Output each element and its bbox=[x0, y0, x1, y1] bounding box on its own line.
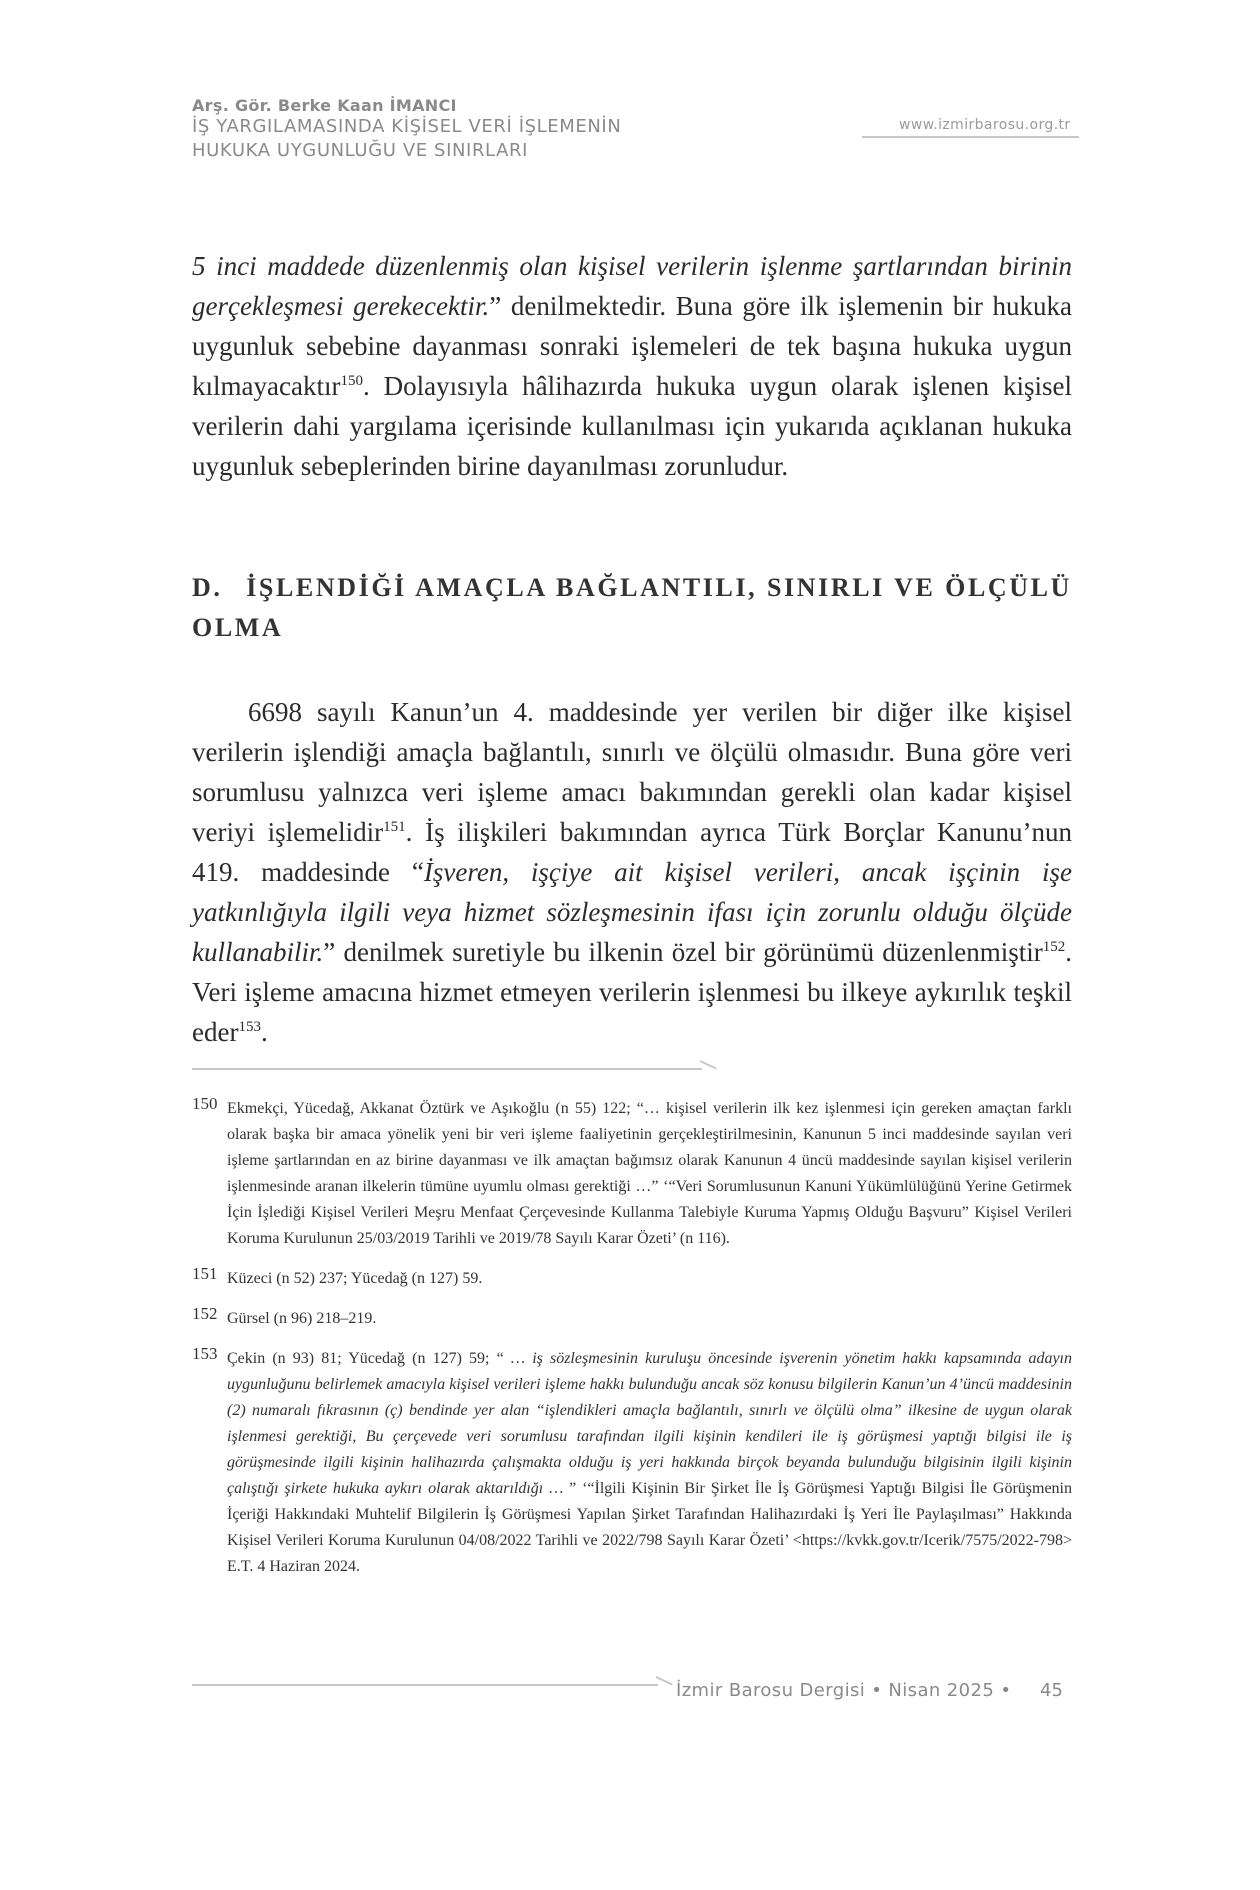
footnote-divider bbox=[192, 1068, 702, 1070]
author-name: Arş. Gör. Berke Kaan İMANCI bbox=[192, 96, 457, 115]
quote-italic: İşveren, işçiye ait kişisel verileri, ancak işçinin işe yatkınlığıyla ilgili veya hizmet sözleşmesinin ifası için zorunlu olduğu ölçüde kullanabilir. bbox=[192, 857, 1072, 967]
header-divider bbox=[862, 136, 1079, 138]
text-run: 6698 sayılı Kanun’un 4. maddesinde yer verilen bir diğer ilke kişisel verilerin işlendiği amaçla bağlantılı, sınırlı ve ölçülü olmasıdır. Buna göre veri sorumlusu yalnızca veri işleme amacı bakımından gerekli olan kadar kişisel veriyi işlemelidir bbox=[192, 697, 1072, 847]
website-url[interactable]: www.izmirbarosu.org.tr bbox=[899, 117, 1071, 133]
footnote-number: 150 bbox=[192, 1094, 218, 1113]
journal-name: İzmir Barosu Dergisi • Nisan 2025 • bbox=[676, 1680, 1012, 1701]
body-paragraph-2 bbox=[192, 692, 1072, 1052]
text-run: ” denilmek suretiyle bu ilkenin özel bir görünümü düzenlenmiştir bbox=[323, 937, 1043, 967]
footnote-ref-151[interactable]: 151 bbox=[383, 819, 406, 835]
footnote-ref-153[interactable]: 153 bbox=[238, 1019, 261, 1035]
body-paragraph-1 bbox=[192, 246, 1072, 486]
footnote-text: Ekmekçi, Yücedağ, Akkanat Öztürk ve Aşıkoğlu (n 55) 122; “… kişisel verilerin ilk kez işlenmesi için gereken amaçtan farklı olarak başka bir amaca yönelik yeni bir veri işleme faaliyetinin gerçekleştirilmesinin, Kanunun 5 inci maddesinde sayılan veri işleme şartlarından en az birine dayanması ve ilk amaçtan bağımsız olarak Kanunun 4 üncü maddesinde sayılan kişisel verilerin işlenmesinde aranan ilkelerin tümüne uyumlu olması gerektiği …” ‘“Veri Sorumlusunun Kanuni Yükümlülüğünü Yerine Getirmek İçin İşlediği Kişisel Verileri Meşru Menfaat Çerçevesinde Kullanma Talebiyle Kuruma Yapmış Olduğu Başvuru” Kişisel Verileri Koruma Kurulunun 25/03/2019 Tarihli ve 2019/78 Sayılı Karar Özeti’ (n 116). bbox=[227, 1100, 1072, 1247]
footnote-number: 152 bbox=[192, 1304, 218, 1323]
footnotes bbox=[192, 1096, 1072, 1594]
text-run: . Veri işleme amacına hizmet etmeyen verilerin işlenmesi bu ilkeye aykırılık teşkil eder bbox=[192, 937, 1072, 1047]
footnote-text: ” ‘“İlgili Kişinin Bir Şirket İle İş Görüşmesi Yaptığı Bilgisi İle Görüşmenin İçeriği Hakkındaki Muhtelif Bilgilerin İş Görüşmesi Yapılan Şirket Tarafından Halihazırdaki İş Yeri İle Paylaşılması” Hakkında Kişisel Verileri Koruma Kurulunun 04/08/2022 Tarihli ve 2022/798 Sayılı Karar Özeti’ <https://kvkk.gov.tr/Icerik/7575/2022-798> E.T. 4 Haziran 2024. bbox=[227, 1480, 1072, 1575]
text-run: ” denilmektedir. Buna göre ilk işlemenin bir hukuka uygunluk sebebine dayanması sonraki işlemeleri de tek başına hukuka uygun kılmayacaktır bbox=[192, 291, 1072, 401]
footnote-150 bbox=[192, 1096, 1072, 1252]
article-title-line-2: HUKUKA UYGUNLUĞU VE SINIRLARI bbox=[192, 140, 529, 161]
footnote-text: Gürsel (n 96) 218–219. bbox=[227, 1310, 377, 1327]
text-run: . Dolayısıyla hâlihazırda hukuka uygun olarak işlenen kişisel verilerin dahi yargılama içerisinde kullanılması için yukarıda açıklanan hukuka uygunluk sebeplerinden birine dayanılması zorunludur. bbox=[192, 371, 1072, 481]
footnote-quote-italic: … iş sözleşmesinin kuruluşu öncesinde işverenin yönetim hakkı kapsamında adayın uygunluğunu belirlemek amacıyla kişisel verileri işleme hakkı bulunduğu ancak söz konusu bilgilerin Kanun’un 4’üncü maddesinin (2) numaralı fıkrasının (ç) bendinde yer alan “işlendikleri amaçla bağlantılı, sınırlı ve ölçülü olma” ilkesine de uygun olarak işlenmesi gerektiği, Bu çerçevede veri sorumlusu tarafından ilgili kişinin kendileri ile iş görüşmesi yaptığı bilgisi ile iş görüşmesinde ilgili kişinin halihazırda çalışmakta olduğu iş yeri hakkında birçok beyanda bulunduğu bilgisinin ilgili kişinin çalıştığı şirkete hukuka aykırı olarak aktarıldığı … bbox=[227, 1350, 1072, 1497]
footnote-152 bbox=[192, 1306, 1072, 1332]
quote-italic: 5 inci maddede düzenlenmiş olan kişisel verilerin işlenme şartlarından birinin gerçekleşmesi gerekecektir. bbox=[192, 251, 1072, 321]
footnote-151 bbox=[192, 1266, 1072, 1292]
section-title: İŞLENDİĞİ AMAÇLA BAĞLANTILI, SINIRLI VE ÖLÇÜLÜ OLMA bbox=[192, 573, 1072, 642]
text-run: . bbox=[260, 1017, 268, 1047]
footer-divider-notch bbox=[656, 1676, 673, 1685]
footer-divider bbox=[192, 1684, 658, 1686]
footnote-ref-150[interactable]: 150 bbox=[340, 373, 363, 389]
page-number: 45 bbox=[1040, 1680, 1063, 1701]
footnote-153 bbox=[192, 1346, 1072, 1580]
footnote-text: Küzeci (n 52) 237; Yücedağ (n 127) 59. bbox=[227, 1270, 483, 1287]
section-heading bbox=[192, 568, 1072, 648]
footnote-number: 151 bbox=[192, 1264, 218, 1283]
footnote-number: 153 bbox=[192, 1344, 218, 1363]
section-letter: D. bbox=[192, 573, 223, 602]
footnote-ref-152[interactable]: 152 bbox=[1042, 939, 1066, 955]
text-run: . İş ilişkileri bakımından ayrıca Türk Borçlar Kanunu’nun 419. maddesinde “ bbox=[192, 817, 1072, 887]
footnote-text: Çekin (n 93) 81; Yücedağ (n 127) 59; “ bbox=[227, 1350, 504, 1367]
footnote-divider-notch bbox=[700, 1060, 717, 1069]
article-title-line-1: İŞ YARGILAMASINDA KİŞİSEL VERİ İŞLEMENİN bbox=[192, 116, 622, 137]
